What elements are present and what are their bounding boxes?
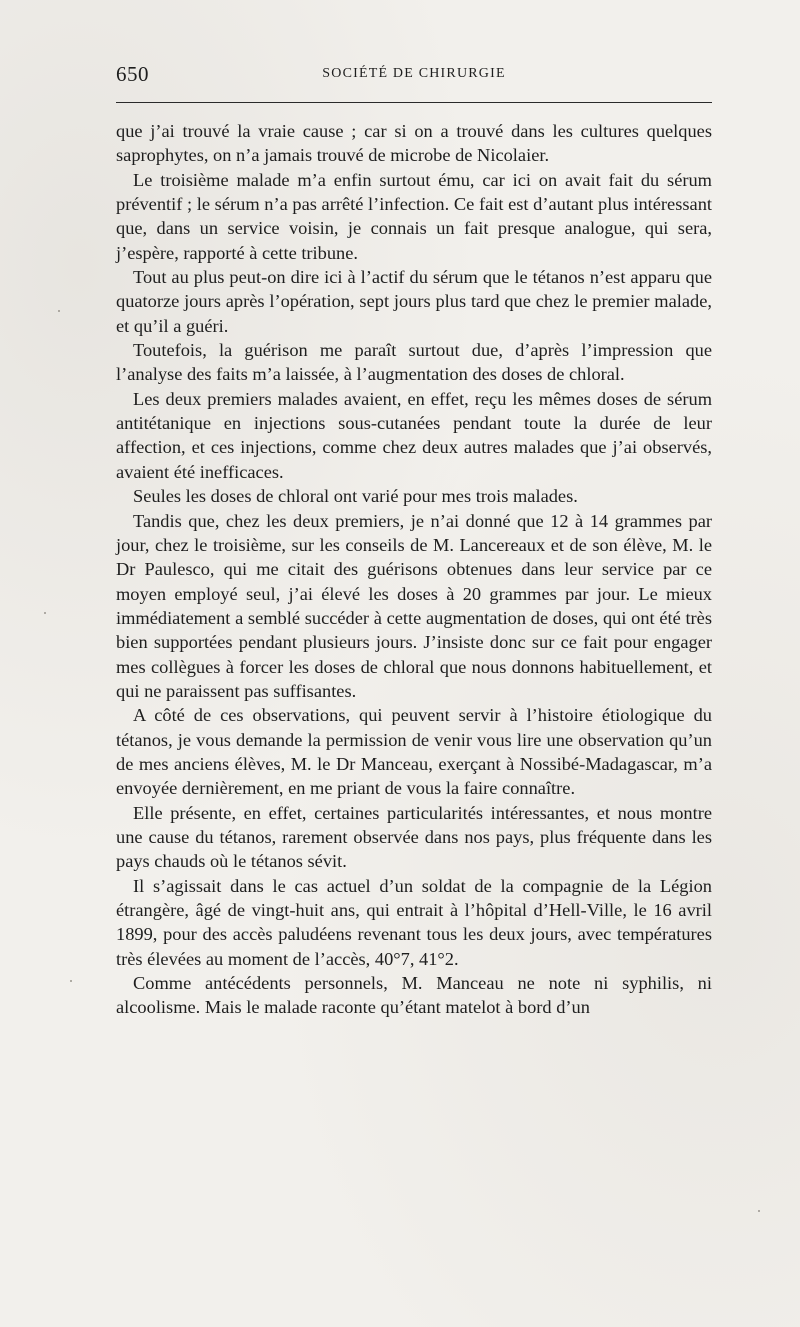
- header-rule: [116, 102, 712, 103]
- paragraph: que j’ai trouvé la vraie cause ; car si on a trouvé dans les cultures quelques saprophytes, on n’a jamais trouvé de microbe de Nicolaier.: [116, 121, 712, 166]
- paragraph: Les deux premiers malades avaient, en effet, reçu les mêmes doses de sérum antitétanique en injections sous-cutanées pendant toute la durée de leur affection, et ces injections, comme chez deux autres malades que j’ai observés, avaient été inefficaces.: [116, 388, 712, 482]
- paragraph: Tout au plus peut-on dire ici à l’actif du sérum que le tétanos n’est apparu que quatorze jours après l’opération, sept jours plus tard que chez le premier malade, et qu’il a guéri.: [116, 267, 712, 336]
- paragraph: Il s’agissait dans le cas actuel d’un soldat de la compagnie de la Légion étrangère, âgé de vingt-huit ans, qui entrait à l’hôpital d’Hell-Ville, le 16 avril 1899, pour des accès paludéens revenant tous les deux jours, avec températures très élevées au moment de l’accès, 40°7, 41°2.: [116, 875, 712, 969]
- paragraph: Seules les doses de chloral ont varié pour mes trois malades.: [133, 486, 578, 507]
- paper-speck: [58, 310, 60, 312]
- paragraph: Toutefois, la guérison me paraît surtout due, d’après l’impression que l’analyse des faits m’a laissée, à l’augmentation des doses de chloral.: [116, 340, 712, 385]
- paragraph: Elle présente, en effet, certaines particularités intéressantes, et nous montre une cause du tétanos, rarement observée dans nos pays, plus fréquente dans les pays chauds où le tétanos sévit.: [116, 802, 712, 872]
- running-head: [116, 62, 712, 88]
- paragraph: Comme antécédents personnels, M. Manceau ne note ni syphilis, ni alcoolisme. Mais le malade raconte qu’étant matelot à bord d’un: [116, 973, 712, 1018]
- journal-title: SOCIÉTÉ DE CHIRURGIE: [322, 66, 506, 81]
- paper-speck: [758, 1210, 760, 1212]
- paragraph: A côté de ces observations, qui peuvent servir à l’histoire étiologique du tétanos, je vous demande la permission de venir vous lire une observation qu’un de mes anciens élèves, M. le Dr Manceau, exerçant à Nossibé-Madagascar, m’a envoyée dernièrement, en me priant de vous la faire connaître.: [116, 705, 712, 799]
- paper-speck: [44, 612, 46, 614]
- paper-speck: [70, 980, 72, 982]
- paragraph: Tandis que, chez les deux premiers, je n’ai donné que 12 à 14 grammes par jour, chez le troisième, sur les conseils de M. Lancereaux et de son élève, M. le Dr Paulesco, qui me citait des guérisons obtenues dans leur service par ce moyen employé seul, j’ai élevé les doses à 20 grammes par jour. Le mieux immédiatement a semblé succéder à cette augmentation de doses, qui ont été très bien supportées pendant plusieurs jours. J’insiste donc sur ce fait pour engager mes collègues à forcer les doses de chloral que nous donnons habituellement, et qui ne paraissent pas suffisantes.: [116, 510, 712, 701]
- page-number: 650: [116, 62, 149, 86]
- body-text: [116, 119, 712, 1020]
- paragraph: Le troisième malade m’a enfin surtout ému, car ici on avait fait du sérum préventif ; le sérum n’a pas arrêté l’infection. Ce fait est d’autant plus intéressant que, dans un service voisin, je connais un fait presque analogue, qui sera, j’espère, rapporté à cette tribune.: [116, 169, 712, 263]
